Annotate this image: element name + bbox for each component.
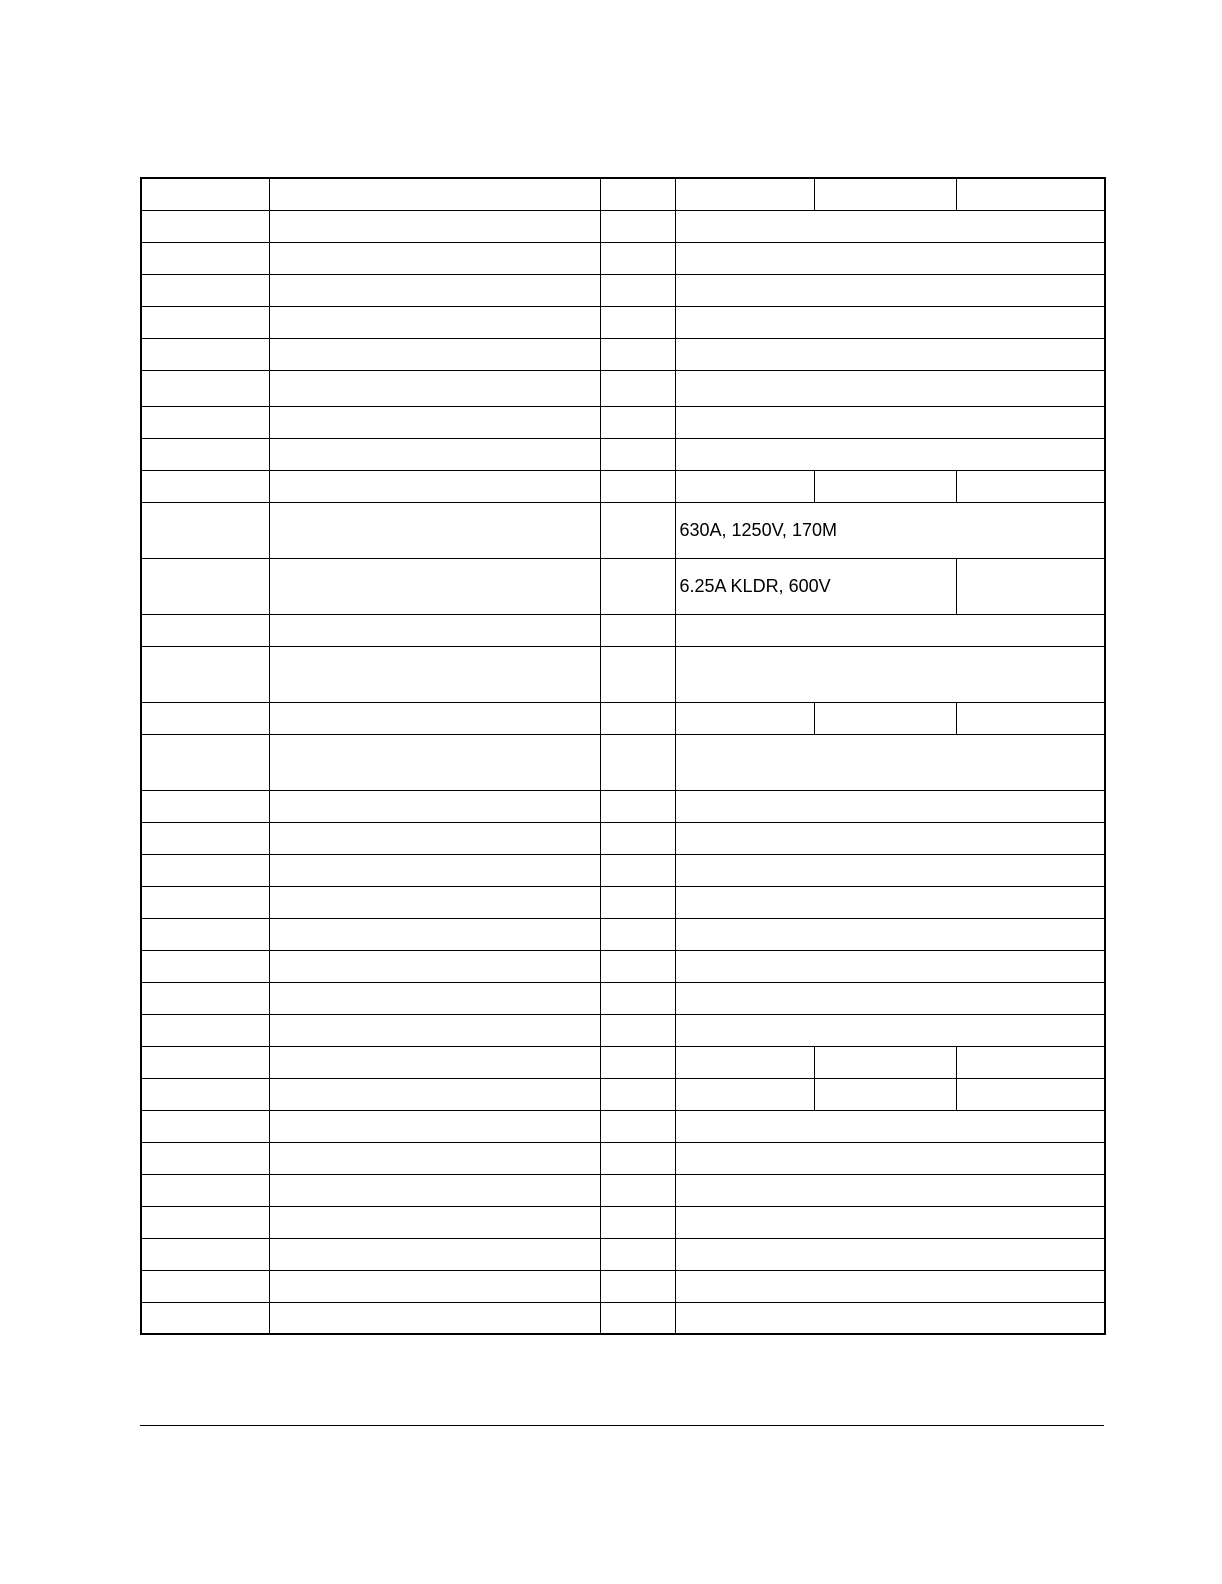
row-unit-cell [600,1174,675,1206]
row-unit-cell [600,406,675,438]
row-description-cell [269,338,600,370]
row-description-cell [269,886,600,918]
row-unit-cell [600,886,675,918]
row-value-cell-3 [956,1078,1105,1110]
row-description-cell [269,1206,600,1238]
row-value-cell [675,614,1105,646]
row-value-cell [675,886,1105,918]
table-row [141,790,1105,822]
table-row [141,1206,1105,1238]
row-description-cell [269,1046,600,1078]
table-row [141,178,1105,210]
table-row [141,1046,1105,1078]
row-description-cell [269,210,600,242]
row-value-cell [675,1142,1105,1174]
row-label-cell [141,1014,269,1046]
row-label-cell [141,338,269,370]
row-description-cell [269,242,600,274]
row-unit-cell [600,918,675,950]
row-value-cell-2 [814,702,956,734]
row-label-cell [141,1110,269,1142]
row-value-cell [675,1206,1105,1238]
row-unit-cell [600,178,675,210]
table-row [141,702,1105,734]
table-row [141,242,1105,274]
row-value-cell [675,1174,1105,1206]
row-description-cell [269,1302,600,1334]
row-description-cell [269,702,600,734]
row-description-cell [269,982,600,1014]
row-unit-cell [600,502,675,558]
table-row [141,1270,1105,1302]
row-unit-cell [600,734,675,790]
row-label-cell [141,790,269,822]
row-value-cell [675,950,1105,982]
row-unit-cell [600,370,675,406]
table-row [141,1014,1105,1046]
row-value-cell [675,1302,1105,1334]
row-description-cell [269,918,600,950]
row-description-cell [269,1238,600,1270]
row-description-cell [269,370,600,406]
row-description-cell [269,614,600,646]
table-row [141,210,1105,242]
row-label-cell [141,646,269,702]
row-label-cell [141,242,269,274]
row-value-cell [675,406,1105,438]
row-description-cell [269,274,600,306]
row-label-cell [141,274,269,306]
row-value-cell [675,1014,1105,1046]
table-row [141,1174,1105,1206]
row-description-cell [269,306,600,338]
table-row [141,646,1105,702]
spec-table-body [141,178,1105,1334]
row-label-cell [141,734,269,790]
row-value-cell [675,982,1105,1014]
row-label-cell [141,1174,269,1206]
row-unit-cell [600,1046,675,1078]
row-label-cell [141,1142,269,1174]
row-value-cell [675,470,814,502]
table-row [141,470,1105,502]
row-unit-cell [600,558,675,614]
row-description-cell [269,734,600,790]
row-value-cell [675,854,1105,886]
row-value-cell [675,210,1105,242]
row-value-cell-2 [814,1078,956,1110]
row-unit-cell [600,790,675,822]
row-value-cell: 6.25A KLDR, 600V [675,558,956,614]
row-unit-cell [600,614,675,646]
row-value-cell-2 [814,178,956,210]
table-row [141,734,1105,790]
row-description-cell [269,854,600,886]
row-value-cell [675,370,1105,406]
table-row [141,854,1105,886]
row-label-cell [141,178,269,210]
row-value-cell-2 [956,558,1105,614]
table-row [141,338,1105,370]
row-description-cell [269,1142,600,1174]
table-row [141,274,1105,306]
row-description-cell [269,646,600,702]
row-description-cell [269,790,600,822]
table-row [141,982,1105,1014]
table-row [141,614,1105,646]
row-value-cell [675,242,1105,274]
row-value-cell-3 [956,1046,1105,1078]
row-unit-cell [600,1206,675,1238]
row-description-cell [269,438,600,470]
table-row [141,886,1105,918]
table-row [141,1302,1105,1334]
row-unit-cell [600,1014,675,1046]
row-unit-cell [600,210,675,242]
row-value-cell [675,1270,1105,1302]
row-unit-cell [600,1110,675,1142]
row-description-cell [269,470,600,502]
row-label-cell [141,950,269,982]
row-description-cell [269,178,600,210]
footer-rule [140,1425,1104,1426]
row-label-cell [141,306,269,338]
row-unit-cell [600,306,675,338]
table-row [141,370,1105,406]
row-label-cell [141,1238,269,1270]
row-label-cell [141,1206,269,1238]
row-value-cell [675,822,1105,854]
row-label-cell [141,210,269,242]
row-label-cell [141,702,269,734]
row-value-cell-2 [814,1046,956,1078]
row-value-cell-2 [814,470,956,502]
row-label-cell [141,1270,269,1302]
row-description-cell [269,1078,600,1110]
row-label-cell [141,438,269,470]
table-row [141,406,1105,438]
row-value-cell [675,702,814,734]
row-value-cell [675,1110,1105,1142]
table-row [141,918,1105,950]
row-value-cell [675,338,1105,370]
row-value-cell-3 [956,702,1105,734]
row-label-cell [141,886,269,918]
row-description-cell [269,1014,600,1046]
row-value-cell [675,790,1105,822]
row-value-cell [675,1046,814,1078]
row-label-cell [141,918,269,950]
row-value-cell [675,918,1105,950]
table-row [141,306,1105,338]
row-label-cell [141,1078,269,1110]
row-label-cell [141,822,269,854]
row-description-cell [269,822,600,854]
row-unit-cell [600,950,675,982]
table-row [141,1238,1105,1270]
row-label-cell [141,502,269,558]
row-description-cell [269,1110,600,1142]
row-unit-cell [600,982,675,1014]
row-label-cell [141,614,269,646]
row-value-cell [675,1078,814,1110]
row-label-cell [141,1302,269,1334]
row-value-cell-3 [956,470,1105,502]
spec-table [140,177,1106,1335]
row-unit-cell [600,274,675,306]
row-label-cell [141,982,269,1014]
table-row [141,558,1105,614]
row-value-cell [675,178,814,210]
table-row [141,1142,1105,1174]
row-value-cell [675,734,1105,790]
row-unit-cell [600,702,675,734]
row-unit-cell [600,338,675,370]
row-value-cell: 630A, 1250V, 170M [675,502,1105,558]
table-row [141,438,1105,470]
row-description-cell [269,1270,600,1302]
table-row [141,950,1105,982]
row-value-cell [675,1238,1105,1270]
row-description-cell [269,950,600,982]
row-value-cell [675,438,1105,470]
row-unit-cell [600,854,675,886]
row-unit-cell [600,1238,675,1270]
row-unit-cell [600,1142,675,1174]
table-row [141,1110,1105,1142]
row-description-cell [269,502,600,558]
row-value-cell [675,274,1105,306]
row-value-cell [675,646,1105,702]
row-label-cell [141,854,269,886]
row-label-cell [141,370,269,406]
row-value-cell [675,306,1105,338]
row-description-cell [269,558,600,614]
row-unit-cell [600,646,675,702]
row-unit-cell [600,1078,675,1110]
row-unit-cell [600,438,675,470]
row-unit-cell [600,822,675,854]
row-unit-cell [600,242,675,274]
row-unit-cell [600,470,675,502]
table-row [141,822,1105,854]
row-description-cell [269,1174,600,1206]
row-description-cell [269,406,600,438]
row-value-cell-3 [956,178,1105,210]
row-unit-cell [600,1270,675,1302]
row-label-cell [141,470,269,502]
row-label-cell [141,558,269,614]
table-row [141,1078,1105,1110]
table-row [141,502,1105,558]
row-unit-cell [600,1302,675,1334]
row-label-cell [141,406,269,438]
row-label-cell [141,1046,269,1078]
